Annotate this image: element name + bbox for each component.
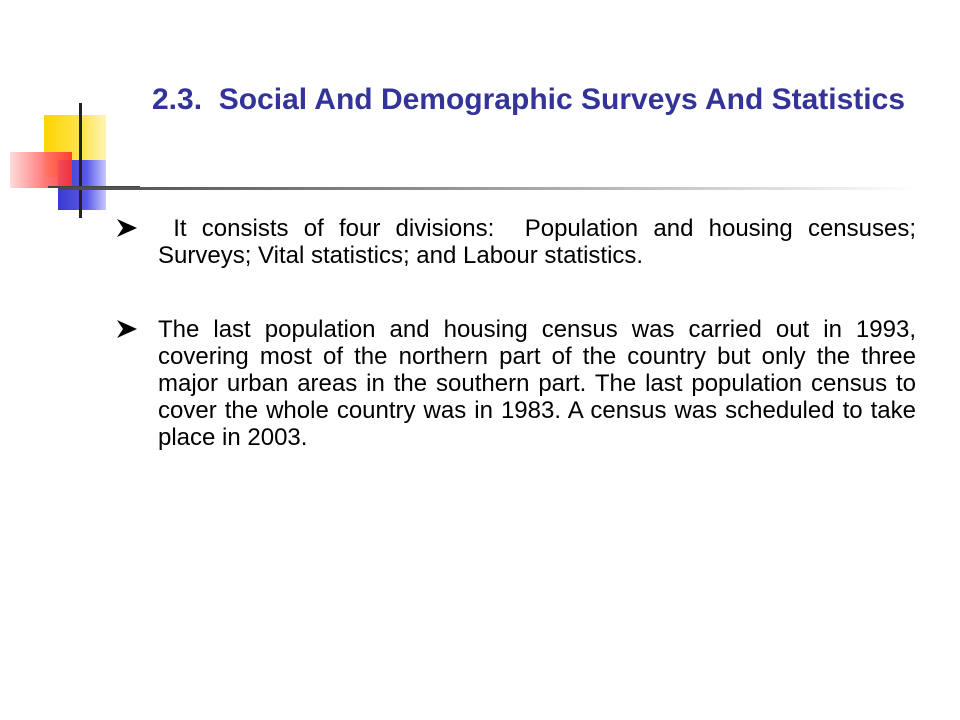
title-underline-rule (60, 187, 920, 190)
bullet-item-census (116, 316, 923, 451)
bullet-text: It consists of four divisions: Population and housing censuses; Surveys; Vital statistics; and Labour statistics. (158, 215, 923, 269)
arrow-bullet-icon (116, 317, 138, 341)
bullet-list (116, 215, 923, 498)
bullet-item-divisions (116, 215, 923, 269)
vertical-line-decoration (79, 103, 82, 218)
arrow-bullet-icon (116, 216, 138, 240)
red-bar-decoration (10, 152, 72, 188)
slide-title: 2.3. Social And Demographic Surveys And Statistics (152, 83, 906, 116)
bullet-text: The last population and housing census was carried out in 1993, covering most of the northern part of the country but only the three major urban areas in the southern part. The last population census to cover the whole country was in 1983. A census was scheduled to take place in 2003. (158, 316, 923, 451)
